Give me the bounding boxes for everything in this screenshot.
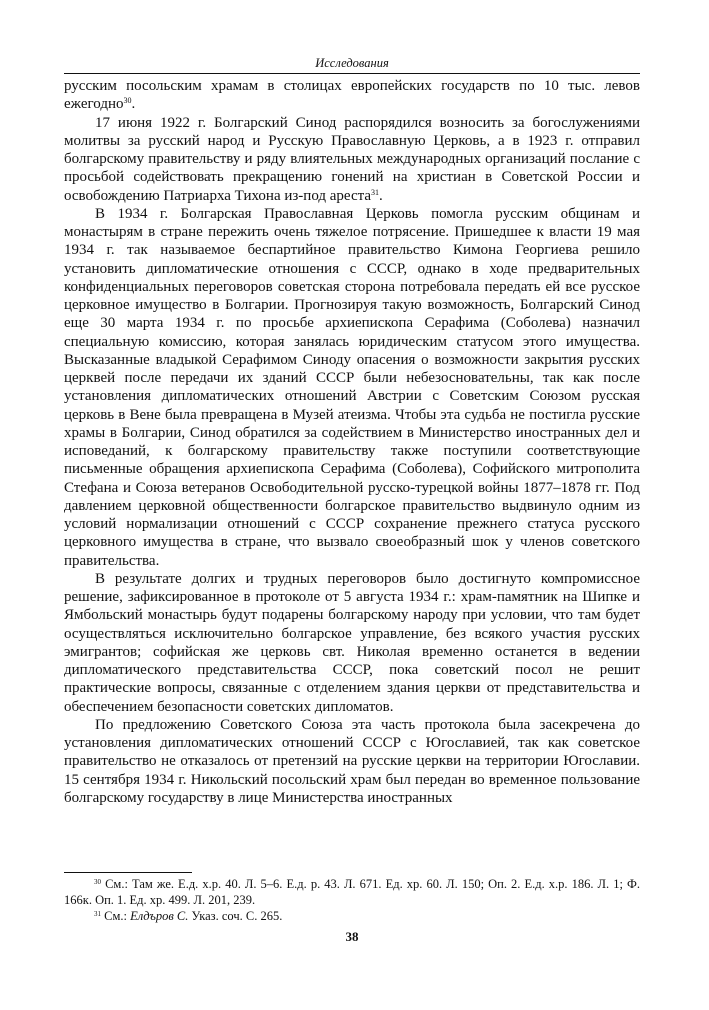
footnote-31 bbox=[64, 908, 640, 924]
footnote-number: 31 bbox=[94, 910, 101, 918]
footnote-rule bbox=[64, 872, 192, 873]
footnote-ref-30[interactable]: 30 bbox=[123, 96, 132, 106]
footnotes bbox=[64, 876, 640, 924]
paragraph-4: В результате долгих и трудных переговоров было достигнуто компромиссное решение, зафиксированное в протоколе от 5 августа 1934 г.: храм-памятник на Шипке и Ямбольский монастырь будут подарены болгарскому народу при условии, что там будет осуществляться исключительно болгарское управление, без всякого участия русских эмигрантов; софийская же церковь свт. Николая временно останется в ведении дипломатического представительства СССР, пока советский посол не решит практические вопросы, связанные с отделением здания церкви от представительства и обеспечением безопасности советских дипломатов. bbox=[64, 570, 640, 715]
paragraph-2-text: 17 июня 1922 г. Болгарский Синод распорядился возносить за богослужениями молитвы за русский народ и Русскую Православную Церковь, а в 1923 г. отправил болгарскому правительству и ряду влиятельных международных организаций послание с просьбой содействовать прекращению гонений на христиан в Советской России и освобождению Патриарха Тихона из-под ареста bbox=[64, 114, 640, 204]
footnote-number: 30 bbox=[94, 878, 101, 886]
footnote-author: Елдъров С. bbox=[130, 909, 189, 923]
paragraph-5: По предложению Советского Союза эта часть протокола была засекречена до установления дипломатических отношений СССР с Югославией, так как советское правительство не отказалось от претензий на русские церкви на территории Югославии. 15 сентября 1934 г. Никольский посольский храм был передан во временное пользование болгарскому государству в лице Министерства иностранных bbox=[64, 716, 640, 806]
footnote-ref-31[interactable]: 31 bbox=[371, 187, 380, 197]
header-rule bbox=[64, 73, 640, 74]
paragraph-1: русским посольским храмам в столицах европейских государств по 10 тыс. левов ежегодно$^{30}$. bbox=[64, 78, 640, 113]
footnote-text: См.: Там же. Е.д. х.р. 40. Л. 5–6. Е.д. р. 43. Л. 671. Ед. хр. 60. Л. 150; Оп. 2. Е.д. х.р. 186. Л. 1; Ф. 166к. Оп. 1. Ед. хр. 499. Л. 201, 239. bbox=[64, 877, 641, 907]
paragraph-1-text: русским посольским храмам в столицах европейских государств по 10 тыс. левов ежегодно bbox=[64, 78, 640, 113]
footnote-text: Указ. соч. С. 265. bbox=[191, 909, 283, 923]
paragraph-3: В 1934 г. Болгарская Православная Церковь помогла русским общинам и монастырям в стране пережить очень тяжелое потрясение. Пришедшее к власти 19 мая 1934 г. так называемое беспартийное правительство Кимона Георгиева решило установить дипломатические отношения с СССР, однако в ходе предварительных конфиденциальных переговоров советская сторона потребовала передать ей все русское церковное имущество в Болгарии. Прогнозируя такую возможность, Болгарский Синод еще 30 марта 1934 г. по просьбе архиепископа Серафима (Соболева) назначил специальную комиссию, которая занялась юридическим статусом этого имущества. Высказанные владыкой Серафимом Синоду опасения о возможности закрытия русских церквей после передачи их зданий СССР были небезосновательны, так как после установления дипломатических отношений Австрии с Советским Союзом русская церковь в Вене была превращена в Музей атеизма. Чтобы эта судьба не постигла русские храмы в Болгарии, Синод обратился за содействием в Министерство иностранных дел и исповеданий, к болгарскому правительству также поступили соответствующие письменные обращения архиепископа Серафима (Соболева), Софийского митрополита Стефана и Союза ветеранов Освободительной русско-турецкой войны 1877–1878 гг. Под давлением церковной общественности болгарское правительство выдвинуло одним из условий нормализации отношений с СССР сохранение прежнего статуса русского церковного имущества в стране, что вызвало своеобразный шок у членов советского правительства. bbox=[64, 205, 640, 569]
paragraph-2: 17 июня 1922 г. Болгарский Синод распорядился возносить за богослужениями молитвы за русский народ и Русскую Православную Церковь, а в 1923 г. отправил болгарскому правительству и ряду влиятельных международных организаций послание с просьбой содействовать прекращению гонений на христиан в Советской России и освобождению Патриарха Тихона из-под ареста$^{31}$. bbox=[64, 114, 640, 204]
footnote-prefix: См.: bbox=[104, 909, 131, 923]
running-head: Исследования bbox=[315, 56, 389, 70]
page-number: 38 bbox=[345, 929, 359, 944]
footnote-30 bbox=[64, 876, 640, 908]
main-text bbox=[64, 77, 640, 807]
